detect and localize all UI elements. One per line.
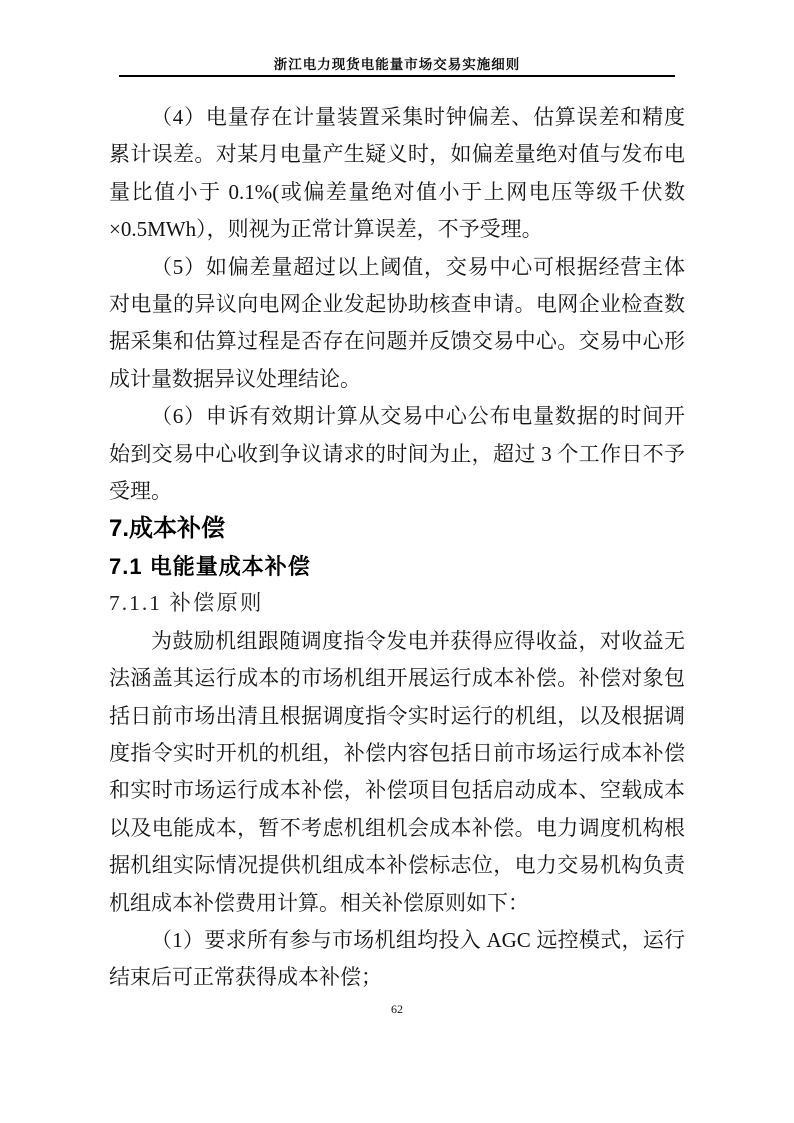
page-number: 62 <box>391 1002 403 1016</box>
paragraph-item-6: （6）申诉有效期计算从交易中心公布电量数据的时间开始到交易中心收到争议请求的时间为止，超过 3 个工作日不予受理。 <box>109 404 685 504</box>
document-title: 浙江电力现货电能量市场交易实施细则 <box>273 57 521 72</box>
section-heading-7-1-1: 7.1.1 补偿原则 <box>109 591 264 616</box>
page-footer <box>0 1001 794 1017</box>
section-heading-7-1: 7.1 电能量成本补偿 <box>109 553 311 579</box>
section-heading-7: 7.成本补偿 <box>109 515 226 543</box>
page-header <box>119 0 675 77</box>
document-body <box>109 99 685 997</box>
paragraph-compensation-principles: 为鼓励机组跟随调度指令发电并获得应得收益，对收益无法涵盖其运行成本的市场机组开展运行成本补偿。补偿对象包括日前市场出清且根据调度指令实时运行的机组，以及根据调度指令实时开机的机组，补偿内容包括日前市场运行成本补偿和实时市场运行成本补偿，补偿项目包括启动成本、空载成本以及电能成本，暂不考虑机组机会成本补偿。电力调度机构根据机组实际情况提供机组成本补偿标志位，电力交易机构负责机组成本补偿费用计算。相关补偿原则如下： <box>109 628 685 915</box>
paragraph-item-5: （5）如偏差量超过以上阈值，交易中心可根据经营主体对电量的异议向电网企业发起协助核查申请。电网企业检查数据采集和估算过程是否存在问题并反馈交易中心。交易中心形成计量数据异议处理结论。 <box>109 254 685 391</box>
paragraph-item-4: （4）电量存在计量装置采集时钟偏差、估算误差和精度累计误差。对某月电量产生疑义时，如偏差量绝对值与发布电量比值小于 0.1%(或偏差量绝对值小于上网电压等级千伏数×0.5MWh），则视为正常计算误差，不予受理。 <box>109 105 685 242</box>
paragraph-item-1: （1）要求所有参与市场机组均投入 AGC 远控模式，运行结束后可正常获得成本补偿； <box>109 927 685 990</box>
